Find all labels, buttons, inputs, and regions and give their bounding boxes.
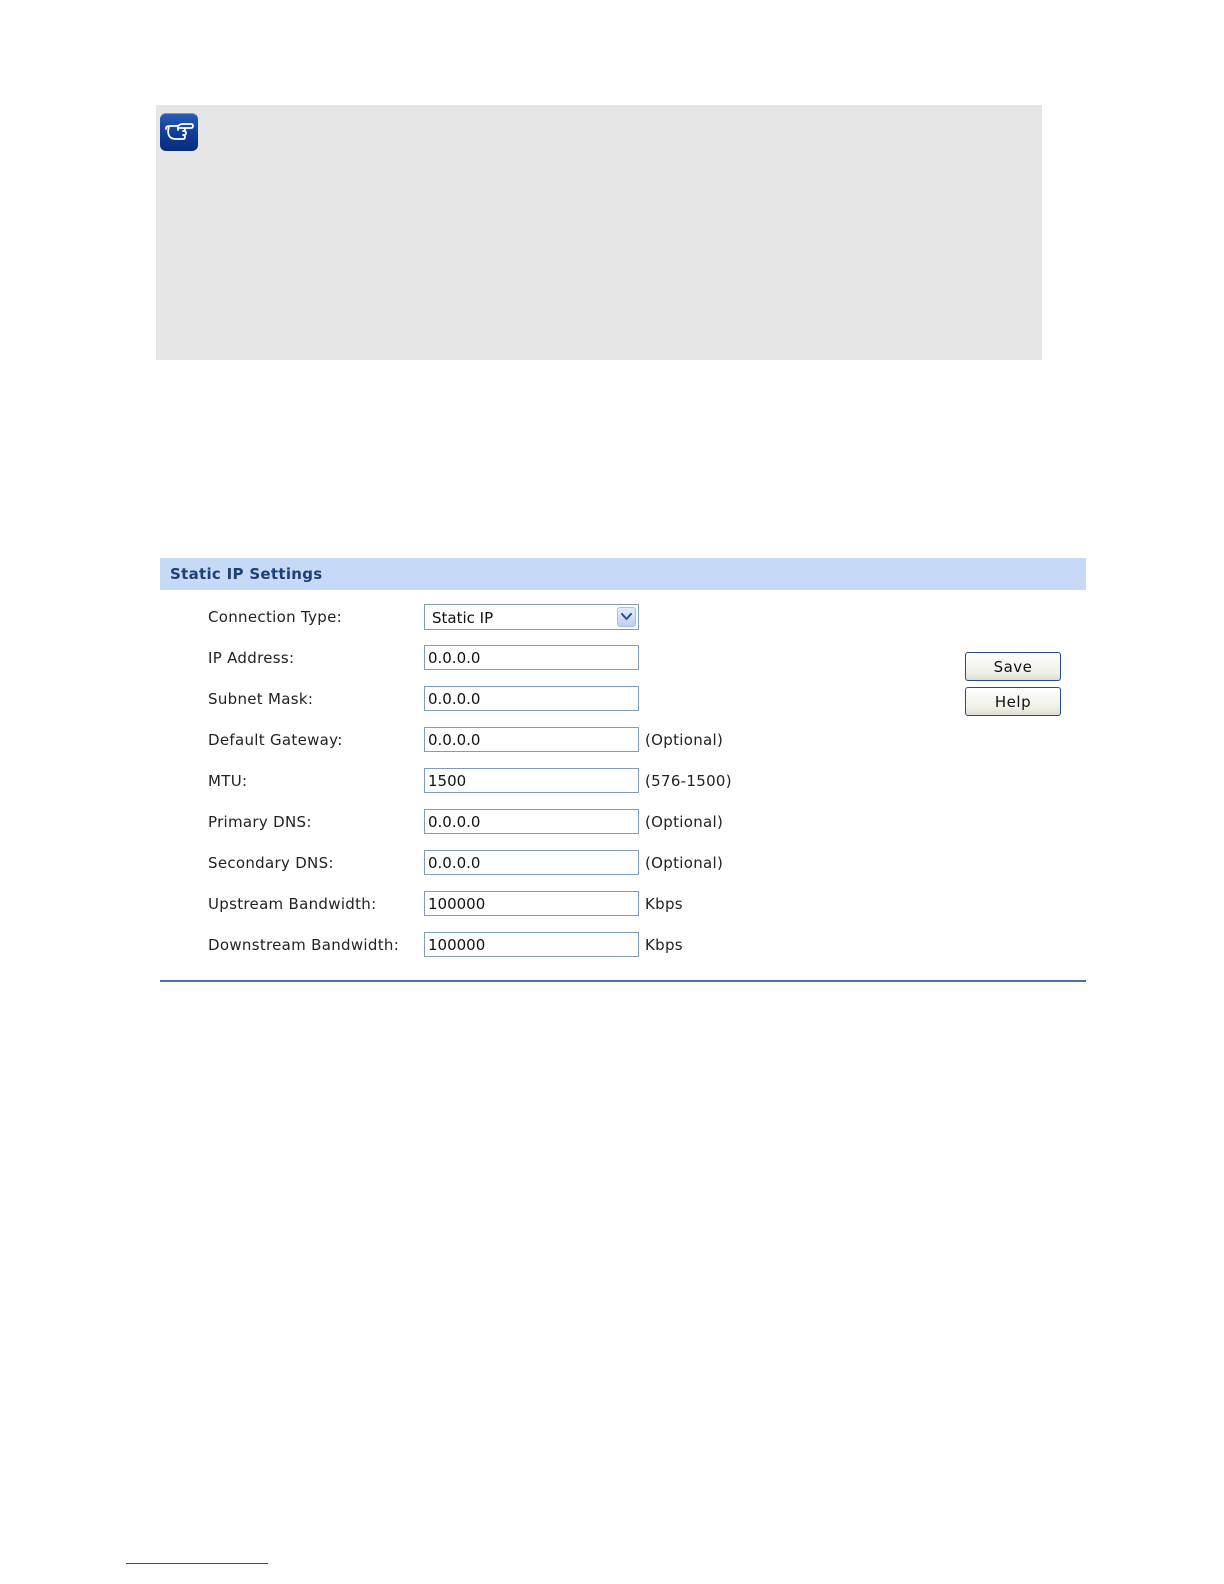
mtu-hint: (576-1500) <box>645 772 732 790</box>
downstream-bandwidth-label: Downstream Bandwidth: <box>208 936 400 954</box>
downstream-bandwidth-input[interactable] <box>424 932 639 957</box>
default-gateway-input[interactable] <box>424 727 639 752</box>
upstream-bandwidth-input[interactable] <box>424 891 639 916</box>
save-button[interactable]: Save <box>965 652 1061 681</box>
static-ip-settings-panel <box>160 558 1086 984</box>
default-gateway-hint: (Optional) <box>645 731 724 749</box>
footer-divider <box>126 1563 268 1564</box>
connection-type-label: Connection Type: <box>208 608 342 626</box>
default-gateway-label: Default Gateway: <box>208 731 343 749</box>
mtu-input[interactable] <box>424 768 639 793</box>
subnet-mask-input[interactable] <box>424 686 639 711</box>
ip-address-input[interactable] <box>424 645 639 670</box>
pointing-hand-icon <box>160 113 198 151</box>
secondary-dns-hint: (Optional) <box>645 854 724 872</box>
primary-dns-row <box>160 809 920 835</box>
default-gateway-row <box>160 727 920 753</box>
upstream-bandwidth-unit: Kbps <box>645 895 683 913</box>
primary-dns-input[interactable] <box>424 809 639 834</box>
upstream-bandwidth-label: Upstream Bandwidth: <box>208 895 377 913</box>
primary-dns-hint: (Optional) <box>645 813 724 831</box>
ip-address-label: IP Address: <box>208 649 295 667</box>
connection-type-select[interactable] <box>424 604 639 630</box>
primary-dns-label: Primary DNS: <box>208 813 312 831</box>
downstream-bandwidth-row <box>160 932 920 958</box>
note-box <box>156 105 1042 360</box>
panel-bottom-divider <box>160 980 1086 982</box>
panel-title: Static IP Settings <box>160 558 1086 590</box>
chevron-down-icon[interactable] <box>617 607 636 627</box>
secondary-dns-input[interactable] <box>424 850 639 875</box>
downstream-bandwidth-unit: Kbps <box>645 936 683 954</box>
subnet-mask-label: Subnet Mask: <box>208 690 314 708</box>
connection-type-row <box>160 604 920 630</box>
panel-body <box>160 590 1086 984</box>
secondary-dns-row <box>160 850 920 876</box>
secondary-dns-label: Secondary DNS: <box>208 854 334 872</box>
mtu-row <box>160 768 920 794</box>
ip-address-row <box>160 645 920 671</box>
help-button[interactable]: Help <box>965 687 1061 716</box>
upstream-bandwidth-row <box>160 891 920 917</box>
subnet-mask-row <box>160 686 920 712</box>
connection-type-value: Static IP <box>432 609 494 627</box>
mtu-label: MTU: <box>208 772 248 790</box>
